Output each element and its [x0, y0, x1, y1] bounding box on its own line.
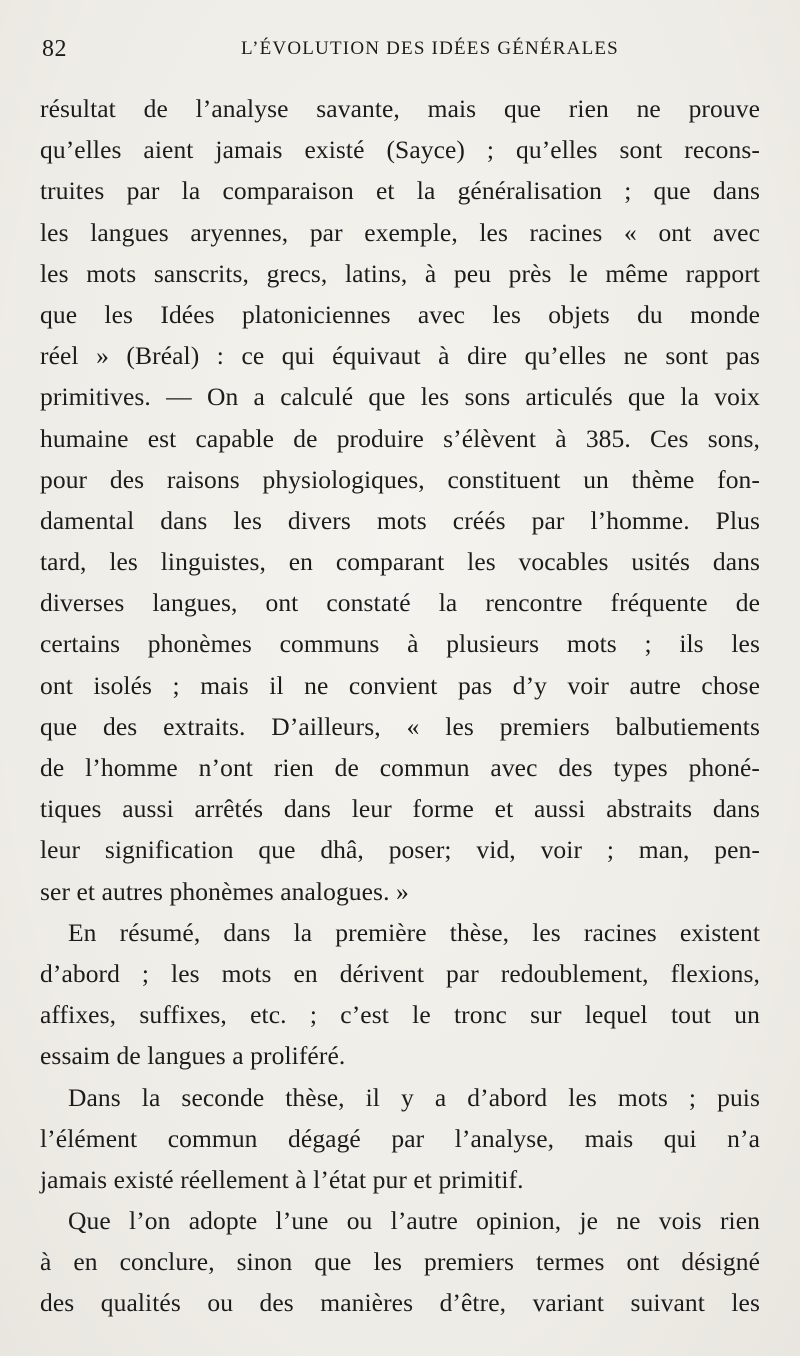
- text-line: jamais existé réellement à l’état pur et primitif.: [40, 1164, 524, 1194]
- running-title: L’ÉVOLUTION DES IDÉES GÉNÉRALES: [241, 38, 619, 59]
- paragraph: [40, 912, 760, 1077]
- text-line: primitives. — On a calculé que les sons articulés que la voix: [40, 382, 760, 412]
- paragraph: [40, 1200, 760, 1324]
- text-line: que les Idées platoniciennes avec les objets du monde: [40, 299, 760, 329]
- text-line: que des extraits. D’ailleurs, « les premiers balbutiements: [40, 711, 760, 741]
- text-line: essaim de langues a proliféré.: [40, 1041, 346, 1071]
- text-line: des qualités ou des manières d’être, variant suivant les: [40, 1288, 760, 1318]
- text-line: ont isolés ; mais il ne convient pas d’y voir autre chose: [40, 670, 760, 700]
- text-line: humaine est capable de produire s’élèvent à 385. Ces sons,: [40, 423, 760, 453]
- text-line: résultat de l’analyse savante, mais que rien ne prouve: [40, 94, 760, 123]
- text-line: leur signification que dhâ, poser; vid, voir ; man, pen-: [40, 835, 760, 865]
- text-line: à en conclure, sinon que les premiers termes ont désigné: [40, 1247, 760, 1277]
- text-line: certains phonèmes communs à plusieurs mots ; ils les: [40, 629, 760, 659]
- text-line: tard, les linguistes, en comparant les vocables usités dans: [40, 547, 760, 577]
- text-line: diverses langues, ont constaté la rencontre fréquente de: [40, 588, 760, 618]
- body-text: [40, 88, 760, 1324]
- page-number: 82: [42, 36, 67, 62]
- text-line: En résumé, dans la première thèse, les racines existent: [68, 917, 760, 947]
- text-line: les langues aryennes, par exemple, les racines « ont avec: [40, 217, 760, 247]
- text-line: pour des raisons physiologiques, constituent un thème fon-: [40, 464, 760, 494]
- text-line: Dans la seconde thèse, il y a d’abord les mots ; puis: [68, 1082, 760, 1112]
- text-line: l’élément commun dégagé par l’analyse, mais qui n’a: [40, 1123, 760, 1153]
- running-head: [40, 34, 760, 70]
- text-line: de l’homme n’ont rien de commun avec des types phoné-: [40, 753, 760, 782]
- text-line: affixes, suffixes, etc. ; c’est le tronc sur lequel tout un: [40, 1000, 760, 1030]
- text-line: Que l’on adopte l’une ou l’autre opinion, je ne vois rien: [68, 1206, 760, 1236]
- text-line: les mots sanscrits, grecs, latins, à peu près le même rapport: [40, 258, 760, 288]
- text-line: tiques aussi arrêtés dans leur forme et aussi abstraits dans: [40, 794, 760, 824]
- text-line: damental dans les divers mots créés par l’homme. Plus: [40, 505, 760, 535]
- paragraph: [40, 1077, 760, 1201]
- text-line: qu’elles aient jamais existé (Sayce) ; qu’elles sont recons-: [40, 135, 760, 165]
- paragraph: [40, 88, 760, 912]
- text-line: truites par la comparaison et la généralisation ; que dans: [40, 176, 760, 206]
- text-line: réel » (Bréal) : ce qui équivaut à dire qu’elles ne sont pas: [40, 341, 760, 371]
- text-line: d’abord ; les mots en dérivent par redoublement, flexions,: [40, 958, 760, 988]
- text-line: ser et autres phonèmes analogues. »: [40, 876, 409, 906]
